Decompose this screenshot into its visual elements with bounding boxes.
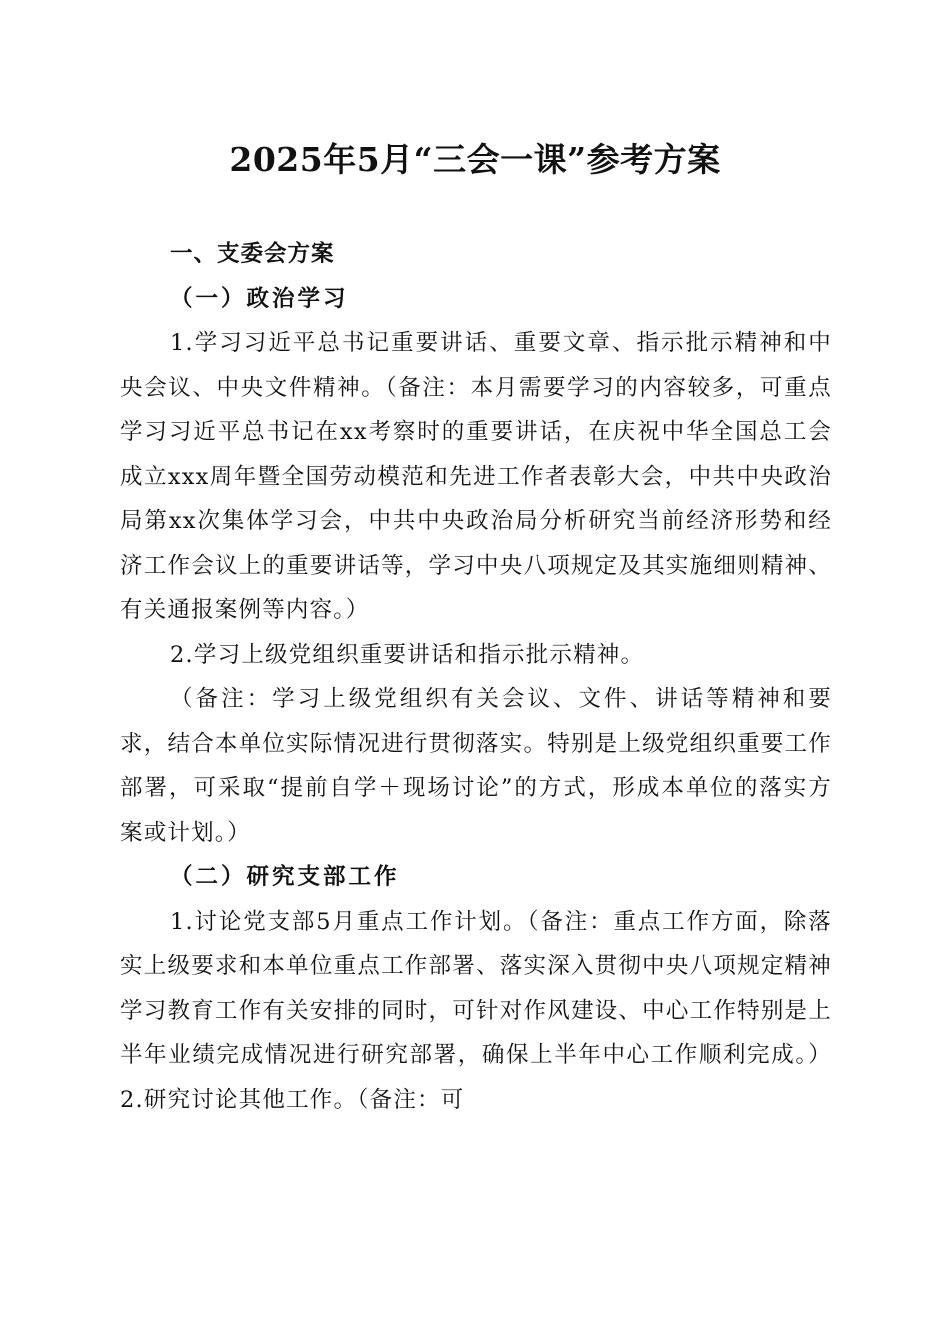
paragraph-study-item-2: 2.学习上级党组织重要讲话和指示批示精神。 — [170, 641, 645, 668]
subsection-heading-political-study: （一）政治学习 — [170, 285, 349, 312]
paragraph-study-item-2-note: （备注：学习上级党组织有关会议、文件、讲话等精神和要求，结合本单位实际情况进行贯彻落实。特别是上级党组织重要工作部署，可采取“提前自学＋现场讨论”的方式，形成本单位的落实方案或计划。） — [120, 686, 832, 846]
paragraph-branch-work-items: 1.讨论党支部5月重点工作计划。（备注：重点工作方面，除落实上级要求和本单位重点工作部署、落实深入贯彻中央八项规定精神学习教育工作有关安排的同时，可针对作风建设、中心工作特别是上半年业绩完成情况进行研究部署，确保上半年中心工作顺利完成。）2.研究讨论其他工作。（备注：可 — [120, 908, 832, 1113]
subsection-heading-branch-work: （二）研究支部工作 — [170, 864, 400, 890]
section-heading-branch-committee: 一、支委会方案 — [170, 241, 335, 267]
document-title: 2025年5月“三会一课”参考方案 — [229, 140, 721, 179]
paragraph-study-item-1: 1.学习习近平总书记重要讲话、重要文章、指示批示精神和中央会议、中央文件精神。（备注：本月需要学习的内容较多，可重点学习习近平总书记在xx考察时的重要讲话，在庆祝中华全国总工会成立xxx周年暨全国劳动模范和先进工作者表彰大会，中共中央政治局第xx次集体学习会，中共中央政治局分析研究当前经济形势和经济工作会议上的重要讲话等，学习中央八项规定及其实施细则精神、有关通报案例等内容。） — [120, 330, 832, 623]
document-body — [120, 232, 832, 1122]
